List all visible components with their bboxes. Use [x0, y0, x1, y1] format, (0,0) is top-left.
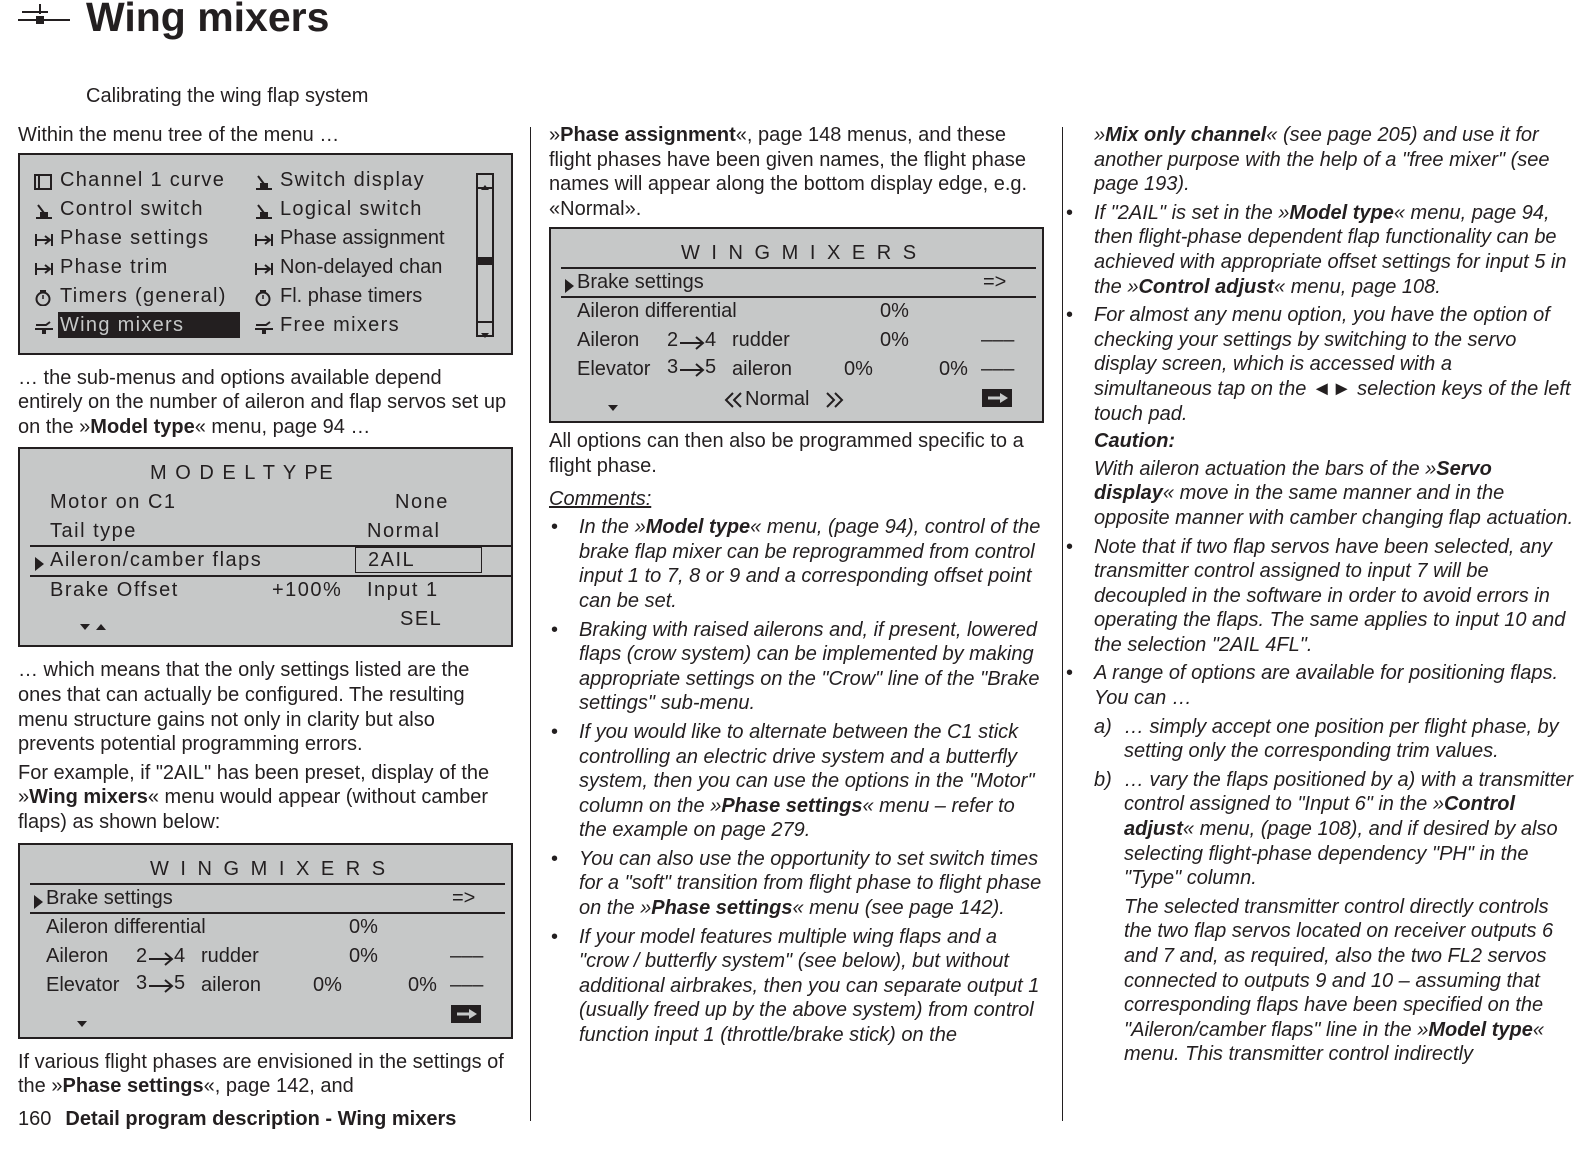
- motor-value[interactable]: None: [395, 491, 449, 514]
- menu-item[interactable]: [254, 283, 454, 309]
- menu-item-label: Switch display: [280, 168, 425, 191]
- aileron-target: 4: [705, 329, 717, 352]
- brake-input-value[interactable]: Input 1: [367, 579, 439, 602]
- down-up-arrows-icon[interactable]: [80, 615, 110, 640]
- aileron-flaps-value[interactable]: 2AIL: [355, 547, 482, 573]
- scroll-up-icon[interactable]: [478, 175, 492, 189]
- menu-item[interactable]: [34, 312, 244, 338]
- menu-item-label: Phase trim: [60, 255, 169, 278]
- aileron-rudder-label: rudder: [732, 329, 790, 352]
- wing-mixers-screen-1: [18, 843, 513, 1039]
- aileron-rudder-switch[interactable]: –––: [981, 329, 1015, 352]
- menu-item[interactable]: [254, 196, 454, 222]
- menu-item[interactable]: [34, 167, 244, 193]
- elevator-label: Elevator: [577, 358, 651, 381]
- menu-item[interactable]: [34, 283, 244, 309]
- menu-item[interactable]: [34, 196, 244, 222]
- menu-item[interactable]: [34, 225, 244, 251]
- menu-item[interactable]: [254, 254, 454, 280]
- paragraph: »Phase assignment«, page 148 menus, and these flight phases have been given names, the flight phase names will appear along the bottom display edge, e.g. «Normal».: [549, 124, 1028, 220]
- column-1: [18, 123, 510, 1103]
- paragraph: The selected transmitter control directly controls the two flap servos located on receiver outputs 6 and 7 and, as required, also the two FL2 servos connected to outputs 9 and 10 – assuming that corresponding flaps have been specified on the "Aileron/camber flaps" line in the »Model type« menu. This transmitter control indirectly: [1124, 895, 1554, 1066]
- phase-icon: [254, 259, 274, 284]
- menu-item-label: Channel 1 curve: [60, 168, 226, 191]
- bullet-item: • If you would like to alternate between the C1 stick controlling an electric drive system and a butterfly system, then you can use the options in the "Motor" column on the »Phase settings« menu – refer to the example on page 279.: [549, 720, 1044, 843]
- wing-mixer-icon: [18, 2, 70, 37]
- elevator-source: 3: [136, 971, 148, 994]
- paragraph: … which means that the only settings listed are the ones that can actually be configured. The resulting menu structure gains not only in clarity but also prevents potential programming errors.: [18, 659, 470, 756]
- column-3: [1064, 123, 1574, 1067]
- menu-item-label: Wing mixers: [58, 312, 240, 338]
- aileron-rudder-value[interactable]: 0%: [349, 944, 378, 967]
- elevator-aileron-value-1[interactable]: 0%: [844, 358, 873, 381]
- column-2: [549, 123, 1044, 1052]
- tail-label: Tail type: [50, 520, 137, 543]
- menu-item-label: Control switch: [60, 197, 204, 220]
- scrollbar[interactable]: [476, 173, 494, 337]
- caution-heading: Caution:: [1094, 430, 1176, 453]
- switch-icon: [34, 201, 54, 226]
- bullet-item: • If "2AIL" is set in the »Model type« menu, page 94, then flight-phase dependent flap functionality can be achieved with appropriate offset settings for input 5 in the »Control adjust« menu, page 108.: [1064, 201, 1574, 299]
- mix-arrow-icon: [148, 976, 176, 1001]
- brake-offset-label: Brake Offset: [50, 579, 179, 602]
- aileron-differential-label: Aileron differential: [46, 915, 206, 938]
- menu-item-label: Fl. phase timers: [280, 284, 423, 307]
- scroll-down-icon[interactable]: [76, 1011, 88, 1036]
- flight-phase-name: Normal: [745, 388, 810, 411]
- elevator-aileron-switch[interactable]: –––: [981, 358, 1015, 381]
- phase-next-icon[interactable]: [823, 391, 845, 416]
- aileron-source: 2: [136, 944, 148, 967]
- bullet-item: • If your model features multiple wing flaps and a "crow / butterfly system" (see below), but without additional airbrakes, then you can separate output 1 (usually freed up by the above system) from control function input 1 (throttle/brake stick) on the: [549, 925, 1044, 1048]
- bullet-item: • A range of options are available for positioning flaps. You can …: [1064, 661, 1574, 710]
- aileron-label: Aileron: [46, 944, 109, 967]
- aileron-rudder-switch[interactable]: –––: [450, 944, 484, 967]
- scroll-down-icon[interactable]: [607, 395, 619, 420]
- mixer-icon: [34, 317, 54, 342]
- list-item: a) … simply accept one position per flight phase, by setting only the corresponding trim values.: [1094, 715, 1559, 763]
- bullet-item: • In the »Model type« menu, (page 94), control of the brake flap mixer can be reprogrammed from control input 1 to 7, 8 or 9 and a corresponding offset point can be set.: [549, 515, 1044, 613]
- sel-label[interactable]: SEL: [400, 608, 443, 631]
- paragraph: … the sub-menus and options available depend entirely on the number of aileron and flap servos set up on the »Model type« menu, page 94 …: [18, 366, 507, 438]
- elevator-source: 3: [667, 356, 679, 379]
- row-pointer-icon: [35, 553, 45, 578]
- bullet-item: • Braking with raised ailerons and, if present, lowered flaps (crow system) can be implemented by making appropriate settings on the "Crow" line of the "Brake settings" sub-menu.: [549, 618, 1044, 716]
- motor-label: Motor on C1: [50, 491, 177, 514]
- mix-arrow-icon: [148, 949, 176, 974]
- aileron-differential-label: Aileron differential: [577, 300, 737, 323]
- phase-icon: [34, 230, 54, 255]
- mixer-icon: [254, 317, 274, 342]
- page-number: 160: [18, 1108, 52, 1130]
- aileron-rudder-label: rudder: [201, 944, 259, 967]
- next-page-icon[interactable]: [451, 1005, 481, 1030]
- column-divider: [530, 127, 531, 1121]
- switch-icon: [254, 172, 274, 197]
- comments-heading: Comments:: [549, 487, 652, 510]
- curve-icon: [34, 172, 52, 197]
- list-item: b) … vary the flaps positioned by a) with a transmitter control assigned to "Input 6" in the »Control adjust« menu, (page 108), and if desired by also selecting flight-phase dependency "PH" in the "Type" column.: [1094, 768, 1574, 890]
- menu-item-label: Non-delayed chan: [280, 255, 443, 278]
- elevator-aileron-label: aileron: [732, 358, 793, 381]
- brake-settings-item[interactable]: Brake settings: [46, 886, 173, 909]
- page-title: Wing mixers: [86, 0, 330, 40]
- elevator-aileron-switch[interactable]: –––: [450, 973, 484, 996]
- screen-title: W I N G M I X E R S: [150, 857, 389, 880]
- footer-text: Detail program description - Wing mixers: [65, 1108, 457, 1130]
- menu-item[interactable]: [254, 225, 454, 251]
- menu-item-label: Phase assignment: [280, 226, 445, 249]
- aileron-source: 2: [667, 329, 679, 352]
- scroll-thumb[interactable]: [478, 257, 492, 265]
- elevator-aileron-value-1[interactable]: 0%: [313, 973, 342, 996]
- bullet-item: • You can also use the opportunity to set switch times for a "soft" transition from flight phase to flight phase on the »Phase settings« menu (see page 142).: [549, 847, 1044, 921]
- menu-screen: [18, 153, 513, 355]
- clock-icon: [34, 288, 52, 313]
- mix-arrow-icon: [679, 333, 707, 358]
- brake-settings-item[interactable]: Brake settings: [577, 271, 704, 294]
- menu-item[interactable]: [254, 167, 454, 193]
- brake-offset-value[interactable]: +100%: [272, 579, 343, 602]
- bullet-item: • For almost any menu option, you have the option of checking your settings by switching to the servo display screen, which is accessed with a simultaneous tap on the ◄► selection keys of the left touch pad.: [1064, 303, 1574, 426]
- bullet-item: • Note that if two flap servos have been selected, any transmitter control assigned to input 7 will be decoupled in the software in order to avoid errors in operating the flaps. The same applies to input 10 and the selection "2AIL 4FL".: [1064, 535, 1574, 658]
- paragraph: Within the menu tree of the menu …: [18, 124, 340, 146]
- phase-icon: [254, 230, 274, 255]
- page-subtitle: Calibrating the wing flap system: [86, 85, 369, 107]
- paragraph: All options can then also be programmed specific to a flight phase.: [549, 430, 1024, 477]
- aileron-rudder-value[interactable]: 0%: [880, 329, 909, 352]
- scroll-down-icon[interactable]: [478, 321, 492, 335]
- paragraph: For example, if "2AIL" has been preset, display of the »Wing mixers« menu would appear (without camber flaps) as shown below:: [18, 761, 490, 833]
- elevator-aileron-label: aileron: [201, 973, 262, 996]
- menu-item-label: Timers (general): [60, 284, 227, 307]
- elevator-target: 5: [705, 356, 717, 379]
- menu-item[interactable]: [254, 312, 454, 338]
- menu-item-label: Phase settings: [60, 226, 210, 249]
- paragraph: »Mix only channel« (see page 205) and use it for another purpose with the help of a "free mixer" (see page 193).: [1094, 124, 1550, 196]
- submenu-arrow-icon[interactable]: =>: [452, 886, 476, 909]
- next-page-icon[interactable]: [982, 389, 1012, 414]
- aileron-target: 4: [174, 944, 186, 967]
- screen-title: M O D E L T Y PE: [150, 462, 335, 485]
- phase-icon: [34, 259, 54, 284]
- aileron-differential-value[interactable]: 0%: [880, 300, 909, 323]
- elevator-aileron-value-2[interactable]: 0%: [408, 973, 437, 996]
- switch-icon: [254, 201, 274, 226]
- wing-mixers-screen-2: [549, 227, 1044, 423]
- aileron-label: Aileron: [577, 329, 640, 352]
- model-type-screen: [18, 447, 513, 647]
- page-footer: [18, 1108, 456, 1131]
- elevator-target: 5: [174, 971, 186, 994]
- tail-value[interactable]: Normal: [367, 520, 441, 543]
- submenu-arrow-icon[interactable]: =>: [983, 271, 1007, 294]
- clock-icon: [254, 288, 272, 313]
- screen-title: W I N G M I X E R S: [681, 242, 920, 265]
- paragraph: If various flight phases are envisioned in the settings of the »Phase settings«, page 142, and: [18, 1050, 504, 1098]
- aileron-flaps-label: Aileron/camber flaps: [50, 549, 263, 572]
- mix-arrow-icon: [679, 360, 707, 385]
- phase-prev-icon[interactable]: [723, 391, 745, 416]
- elevator-label: Elevator: [46, 973, 120, 996]
- elevator-aileron-value-2[interactable]: 0%: [939, 358, 968, 381]
- menu-item-label: Free mixers: [280, 313, 400, 336]
- column-divider: [1062, 127, 1063, 1121]
- menu-item[interactable]: [34, 254, 244, 280]
- paragraph: With aileron actuation the bars of the »Servo display« move in the same manner and in the opposite manner with camber changing flap actuation.: [1094, 457, 1574, 529]
- menu-item-label: Logical switch: [280, 197, 423, 220]
- aileron-differential-value[interactable]: 0%: [349, 915, 378, 938]
